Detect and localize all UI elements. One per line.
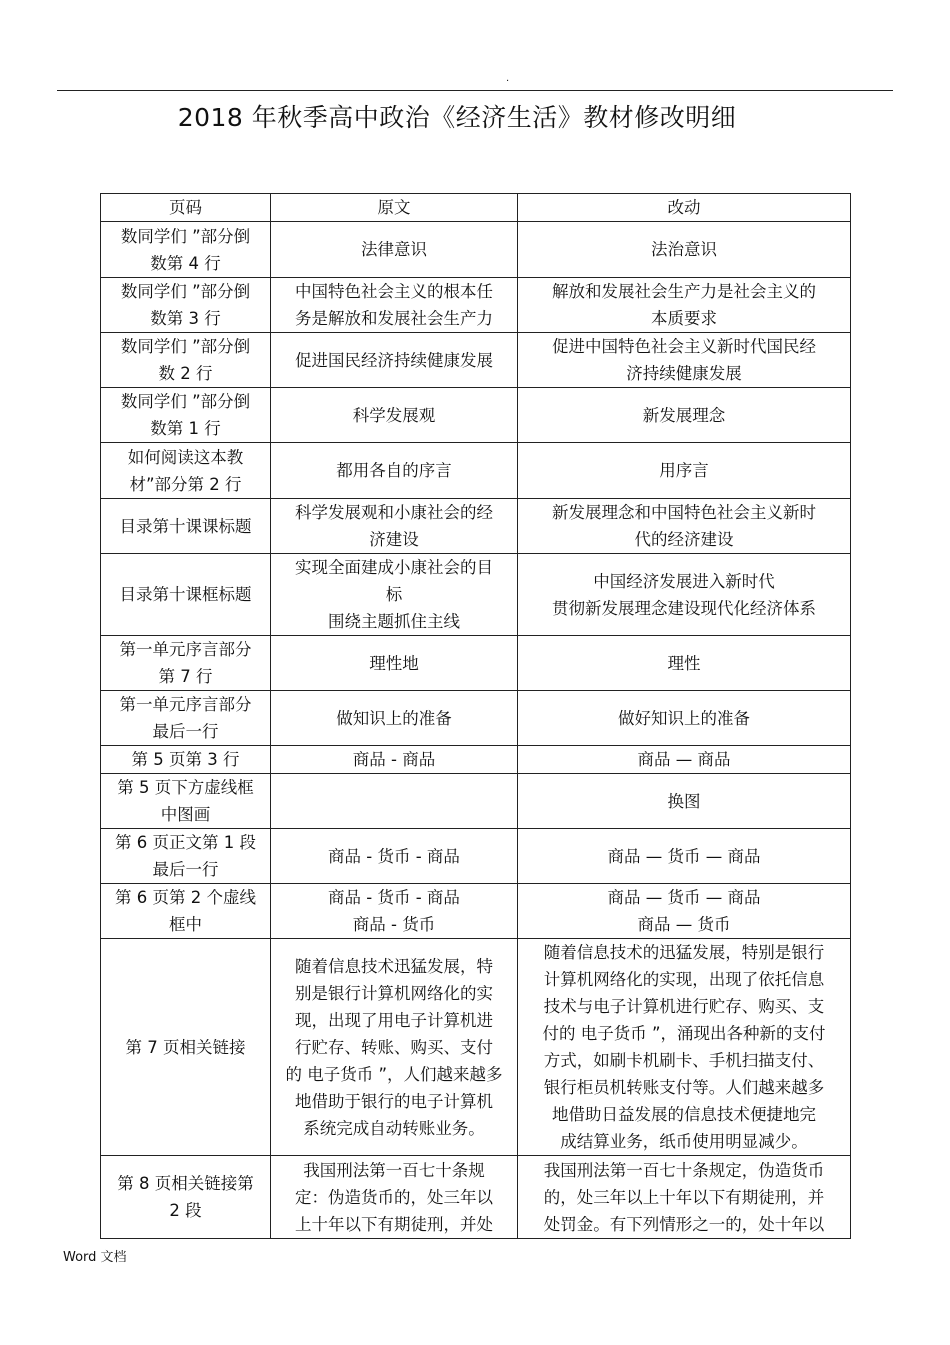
cell-original: [271, 746, 518, 774]
cell-page: [101, 443, 271, 499]
cell-change: [518, 829, 851, 884]
table-row: [101, 278, 851, 333]
footer-label: Word 文档: [63, 1250, 127, 1265]
table-body: [101, 222, 851, 1239]
table-row: [101, 1156, 851, 1239]
cell-text: 数同学们 ”部分倒 数 2 行: [120, 337, 251, 383]
cell-text: 第 5 页第 3 行: [131, 750, 240, 769]
header-dot: .: [506, 73, 510, 84]
cell-text: 做知识上的准备: [336, 708, 452, 728]
cell-text: 商品 - 商品: [352, 750, 436, 769]
cell-text: 法治意识: [651, 240, 717, 259]
cell-text: 促进中国特色社会主义新时代国民经 济持续健康发展: [552, 337, 816, 383]
cell-text: 第 6 页正文第 1 段 最后一行: [115, 833, 256, 879]
cell-text: 第 8 页相关链接第 2 段: [117, 1174, 254, 1220]
header-change: 改动: [518, 194, 851, 222]
cell-page: [101, 746, 271, 774]
cell-page: [101, 222, 271, 278]
cell-change: [518, 884, 851, 939]
cell-page: [101, 499, 271, 554]
cell-page: [101, 636, 271, 691]
cell-text: 中国经济发展进入新时代 贯彻新发展理念建设现代化经济体系: [552, 571, 816, 618]
cell-text: 目录第十课课标题: [119, 516, 252, 536]
cell-original: [271, 691, 518, 746]
table-row: [101, 939, 851, 1156]
cell-original: [271, 884, 518, 939]
table-row: [101, 746, 851, 774]
cell-change: [518, 443, 851, 499]
cell-page: [101, 691, 271, 746]
cell-original: [271, 939, 518, 1156]
cell-text: 法律意识: [361, 240, 427, 259]
cell-text: 促进国民经济持续健康发展: [295, 350, 493, 370]
cell-text: 第 5 页下方虚线框 中图画: [117, 778, 254, 824]
cell-text: 数同学们 ”部分倒 数第 1 行: [120, 392, 251, 438]
cell-page: [101, 939, 271, 1156]
cell-page: [101, 388, 271, 443]
cell-change: [518, 1156, 851, 1239]
cell-text: 如何阅读这本教 材”部分第 2 行: [127, 447, 244, 494]
cell-text: 第一单元序言部分 第 7 行: [119, 640, 252, 686]
header-rule: [57, 90, 893, 91]
cell-change: [518, 746, 851, 774]
cell-text: 第 7 页相关链接: [125, 1037, 246, 1057]
cell-original: [271, 388, 518, 443]
table-row: [101, 691, 851, 746]
cell-text: 解放和发展社会生产力是社会主义的 本质要求: [552, 282, 816, 328]
cell-page: [101, 829, 271, 884]
cell-text: 第 6 页第 2 个虚线 框中: [115, 888, 256, 934]
cell-change: [518, 939, 851, 1156]
cell-text: 我国刑法第一百七十条规定，伪造货币 的，处三年以上十年以下有期徒刑，并 处罚金。有下列情形之一的，处十年以: [543, 1160, 825, 1234]
table-row: [101, 636, 851, 691]
cell-page: [101, 774, 271, 829]
cell-text: 理性地: [369, 653, 419, 673]
cell-change: [518, 278, 851, 333]
cell-change: [518, 333, 851, 388]
cell-text: 都用各自的序言: [336, 461, 452, 480]
cell-text: 商品 — 货币 — 商品 商品 — 货币: [607, 888, 761, 934]
cell-text: 数同学们 ”部分倒 数第 3 行: [120, 282, 251, 328]
cell-page: [101, 333, 271, 388]
cell-change: [518, 554, 851, 636]
cell-text: 第一单元序言部分 最后一行: [119, 695, 252, 741]
table-row: [101, 388, 851, 443]
cell-text: 实现全面建成小康社会的目 标 围绕主题抓住主线: [295, 558, 493, 631]
cell-text: 换图: [667, 791, 701, 811]
cell-text: 数同学们 ”部分倒 数第 4 行: [120, 226, 251, 273]
cell-text: 新发展理念和中国特色社会主义新时 代的经济建设: [552, 503, 816, 549]
cell-text: 随着信息技术迅猛发展，特 别是银行计算机网络化的实 现，出现了用电子计算机进 行贮存、转账、购买、支付 的 电子货币 ”，人们越来越多 地借助于银行的电子计算机 系统完成自动转账业务。: [285, 956, 503, 1138]
revision-table: [100, 193, 851, 1239]
table-row: [101, 884, 851, 939]
cell-text: 商品 - 货币 - 商品: [328, 846, 460, 866]
cell-text: 做好知识上的准备: [618, 708, 750, 728]
cell-original: [271, 774, 518, 829]
cell-change: [518, 499, 851, 554]
cell-original: [271, 499, 518, 554]
table-row: [101, 829, 851, 884]
table-row: [101, 554, 851, 636]
cell-original: [271, 554, 518, 636]
cell-change: [518, 691, 851, 746]
cell-change: [518, 388, 851, 443]
cell-text: 商品 — 商品: [637, 750, 731, 769]
table-row: [101, 333, 851, 388]
cell-text: 科学发展观和小康社会的经 济建设: [295, 503, 493, 549]
cell-text: 我国刑法第一百七十条规 定：伪造货币的，处三年以 上十年以下有期徒刑，并处: [295, 1160, 493, 1234]
table-row: [101, 222, 851, 278]
cell-page: [101, 884, 271, 939]
cell-text: 商品 - 货币 - 商品 商品 - 货币: [328, 888, 460, 934]
cell-original: [271, 1156, 518, 1239]
table-row: [101, 774, 851, 829]
cell-text: 理性: [667, 653, 701, 673]
cell-text: 商品 — 货币 — 商品: [607, 846, 761, 866]
cell-original: [271, 829, 518, 884]
cell-page: [101, 278, 271, 333]
cell-text: 目录第十课框标题: [119, 585, 252, 604]
cell-text: 科学发展观: [352, 405, 436, 425]
cell-original: [271, 222, 518, 278]
cell-change: [518, 636, 851, 691]
cell-original: [271, 278, 518, 333]
cell-page: [101, 1156, 271, 1239]
cell-text: 用序言: [659, 461, 709, 480]
table-row: [101, 499, 851, 554]
cell-original: [271, 636, 518, 691]
cell-text: 中国特色社会主义的根本任 务是解放和发展社会生产力: [295, 282, 493, 328]
page-title: 2018 年秋季高中政治《经济生活》教材修改明细: [177, 103, 737, 132]
cell-change: [518, 774, 851, 829]
cell-page: [101, 554, 271, 636]
cell-text: 随着信息技术的迅猛发展，特别是银行 计算机网络化的实现，出现了依托信息 技术与电子计算机进行贮存、购买、支 付的 电子货币 ”，涌现出各种新的支付 方式，如刷卡机刷卡、手机扫描支付、 银行柜员机转账支付等。人们越来越多 地借助日益发展的信息技术便捷地完 成结算业务，纸币使用明显减少。: [542, 943, 826, 1151]
cell-text: 新发展理念: [642, 405, 726, 425]
header-page: 页码: [101, 194, 271, 222]
table-header-row: [101, 194, 851, 222]
cell-original: [271, 333, 518, 388]
cell-change: [518, 222, 851, 278]
table-row: [101, 443, 851, 499]
cell-original: [271, 443, 518, 499]
header-original: 原文: [271, 194, 518, 222]
